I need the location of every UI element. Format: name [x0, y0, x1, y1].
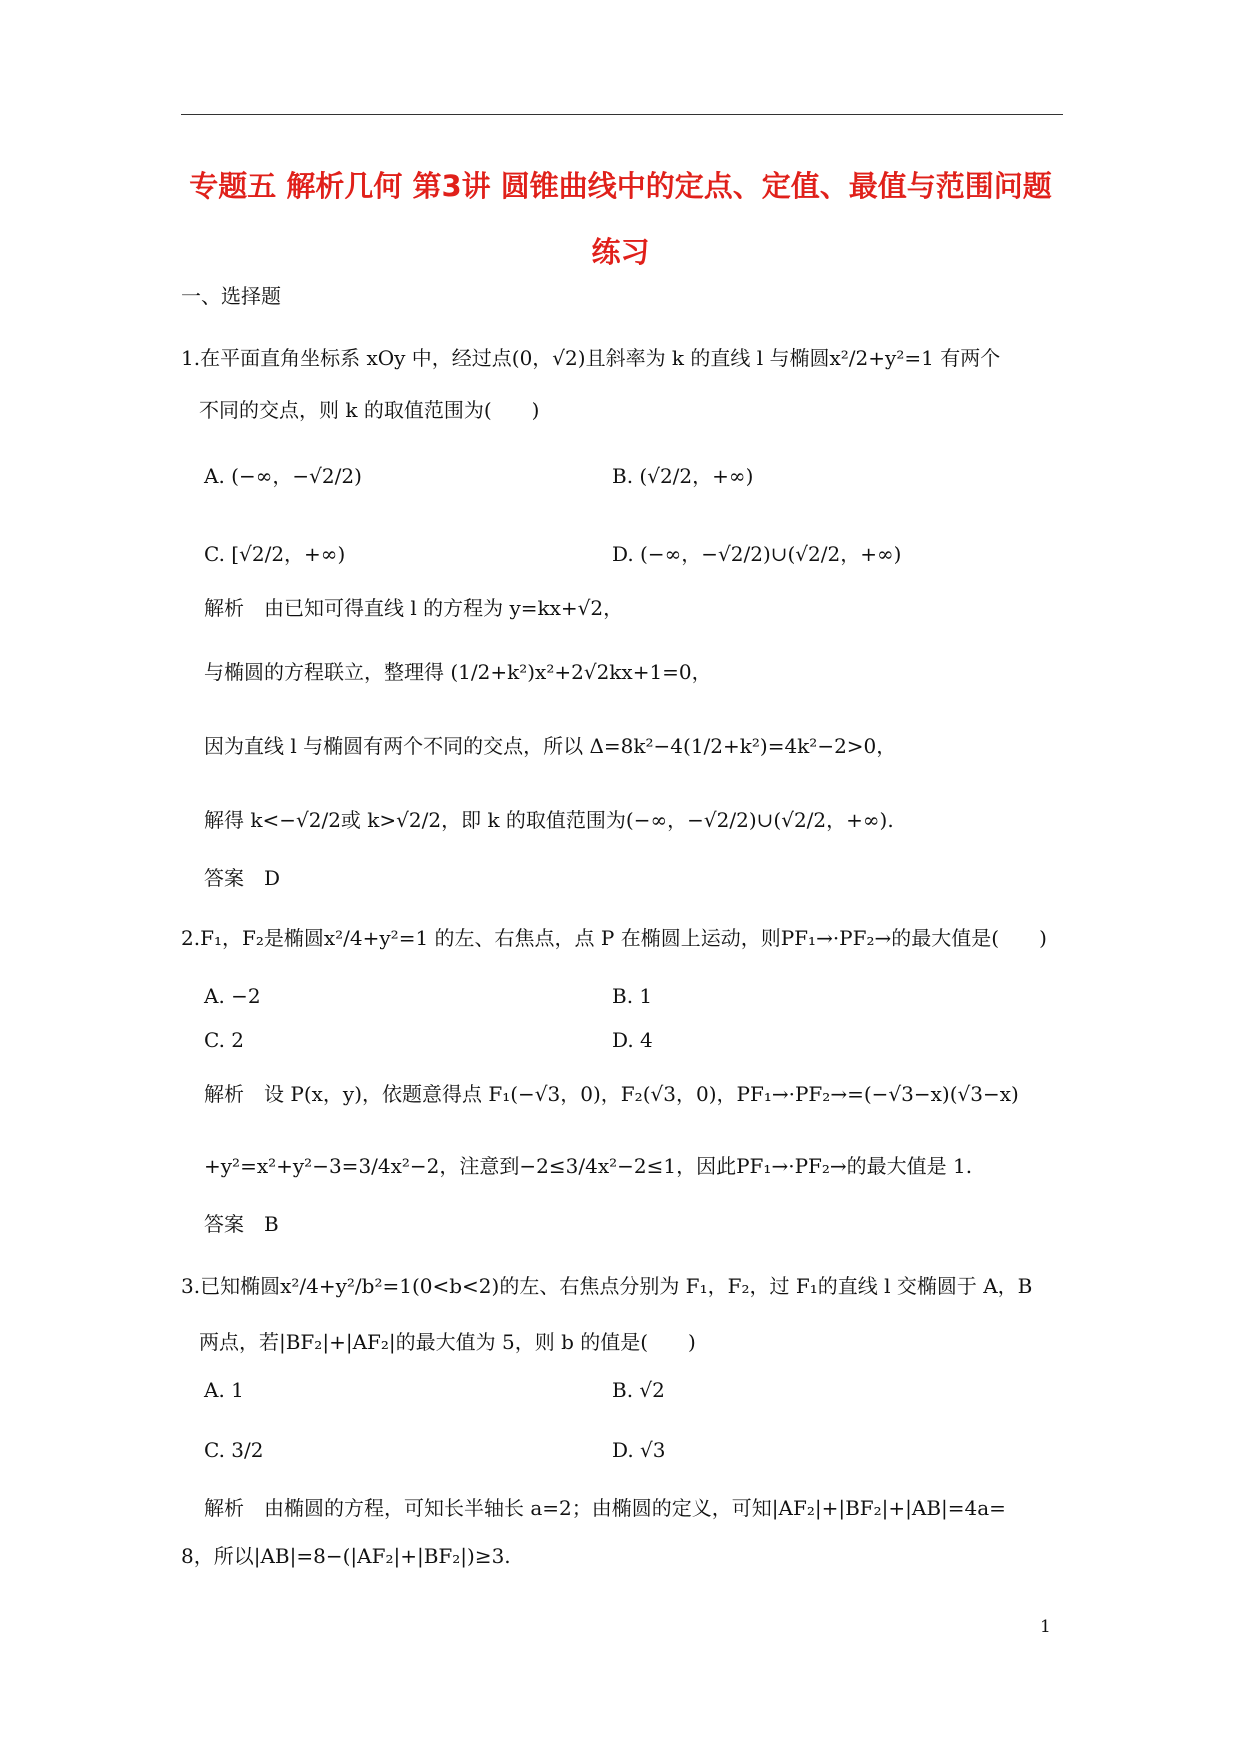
q1-stem-line1: 1.在平面直角坐标系 xOy 中，经过点(0，√2)且斜率为 k 的直线 l 与椭圆x²/2+y²=1 有两个 — [181, 346, 1001, 370]
q2-solution-line2: +y²=x²+y²−3=3/4x²−2，注意到−2≤3/4x²−2≤1，因此PF₁→·PF₂→的最大值是 1. — [204, 1154, 973, 1178]
doc-title-line2: 练习 — [591, 235, 650, 269]
q1-option-d: D. (−∞，−√2/2)∪(√2/2，+∞) — [612, 542, 902, 566]
q3-option-d: D. √3 — [612, 1438, 666, 1462]
q2-option-d: D. 4 — [612, 1028, 653, 1052]
section-heading: 一、选择题 — [181, 284, 281, 308]
q3-option-a: A. 1 — [204, 1378, 244, 1402]
q2-stem: 2.F₁，F₂是椭圆x²/4+y²=1 的左、右焦点，点 P 在椭圆上运动，则PF₁→·PF₂→的最大值是( ) — [181, 926, 1047, 950]
q3-stem-line1: 3.已知椭圆x²/4+y²/b²=1(0<b<2)的左、右焦点分别为 F₁，F₂，过 F₁的直线 l 交椭圆于 A，B — [181, 1274, 1033, 1298]
header-rule — [181, 114, 1063, 115]
q3-solution-line1: 解析 由椭圆的方程，可知长半轴长 a=2；由椭圆的定义，可知|AF₂|+|BF₂|+|AB|=4a= — [204, 1496, 1006, 1520]
q2-option-b: B. 1 — [612, 984, 653, 1008]
q3-option-b: B. √2 — [612, 1378, 665, 1402]
q1-stem-line2: 不同的交点，则 k 的取值范围为( ) — [199, 398, 540, 422]
q3-option-c: C. 3/2 — [204, 1438, 264, 1462]
page-number: 1 — [1040, 1617, 1051, 1637]
q1-answer: 答案 D — [204, 866, 281, 890]
q1-option-c: C. [√2/2，+∞) — [204, 542, 346, 566]
q3-stem-line2: 两点，若|BF₂|+|AF₂|的最大值为 5，则 b 的值是( ) — [199, 1330, 696, 1354]
q2-solution-line1: 解析 设 P(x，y)，依题意得点 F₁(−√3，0)，F₂(√3，0)，PF₁→·PF₂→=(−√3−x)(√3−x) — [204, 1082, 1019, 1106]
q1-option-b: B. (√2/2，+∞) — [612, 464, 754, 488]
q1-solution-line1: 解析 由已知可得直线 l 的方程为 y=kx+√2， — [204, 596, 624, 620]
doc-title-line1: 专题五 解析几何 第3讲 圆锥曲线中的定点、定值、最值与范围问题 — [189, 169, 1052, 203]
q1-solution-line3: 因为直线 l 与椭圆有两个不同的交点，所以 Δ=8k²−4(1/2+k²)=4k²−2>0， — [204, 734, 897, 758]
q1-solution-line4: 解得 k<−√2/2或 k>√2/2，即 k 的取值范围为(−∞，−√2/2)∪(√2/2，+∞). — [204, 808, 894, 832]
q3-solution-line2: 8，所以|AB|=8−(|AF₂|+|BF₂|)≥3. — [181, 1544, 511, 1568]
q2-answer: 答案 B — [204, 1212, 279, 1236]
q2-option-a: A. −2 — [204, 984, 261, 1008]
q1-option-a: A. (−∞，−√2/2) — [204, 464, 362, 488]
q1-solution-line2: 与椭圆的方程联立，整理得 (1/2+k²)x²+2√2kx+1=0， — [204, 660, 712, 684]
q2-option-c: C. 2 — [204, 1028, 245, 1052]
